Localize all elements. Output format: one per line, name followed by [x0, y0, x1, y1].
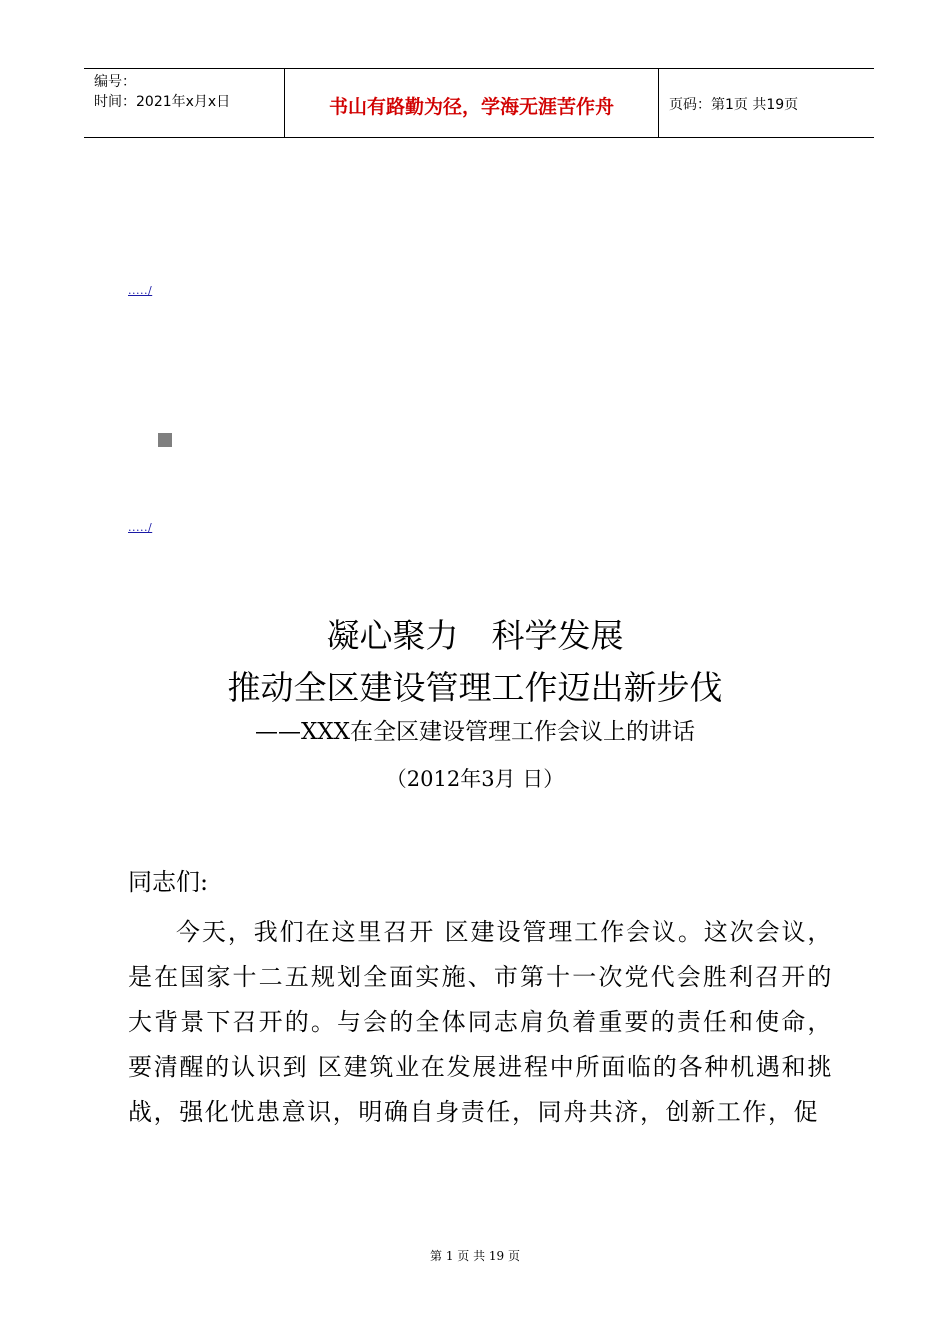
body-paragraph: 今天，我们在这里召开 区建设管理工作会议。这次会议，是在国家十二五规划全面实施、市第十一次党代会胜利召开的大背景下召开的。与会的全体同志肩负着重要的责任和使命，要清醒的认识到 区建筑业在发展进程中所面临的各种机遇和挑战，强化忧患意识，明确自身责任，同舟共济，创新工作，促: [128, 918, 833, 1126]
header-motto-cell: [285, 69, 659, 137]
speech-date: （2012年3月 日）: [385, 767, 565, 791]
header-table: [84, 68, 874, 138]
greeting: 同志们:: [128, 868, 209, 896]
title-line-2: 推动全区建设管理工作迈出新步伐: [227, 668, 723, 707]
header-page-cell: [659, 69, 874, 137]
number-label: 编号：: [94, 74, 136, 90]
motto: 书山有路勤为径，学海无涯苦作舟: [328, 96, 614, 118]
subtitle: ——XXX在全区建设管理工作会议上的讲话: [254, 719, 696, 745]
header-meta-cell: [84, 69, 285, 137]
title-line-1: 凝心聚力 科学发展: [326, 616, 624, 655]
dots-link-1[interactable]: ...../: [128, 284, 153, 297]
time-label: 时间：2021年x月x日: [94, 94, 231, 110]
page-info: 页码：第1页 共19页: [669, 97, 799, 113]
dots-link-2[interactable]: ...../: [128, 521, 153, 534]
page-footer: 第 1 页 共 19 页: [430, 1249, 520, 1263]
square-icon: [158, 433, 172, 447]
